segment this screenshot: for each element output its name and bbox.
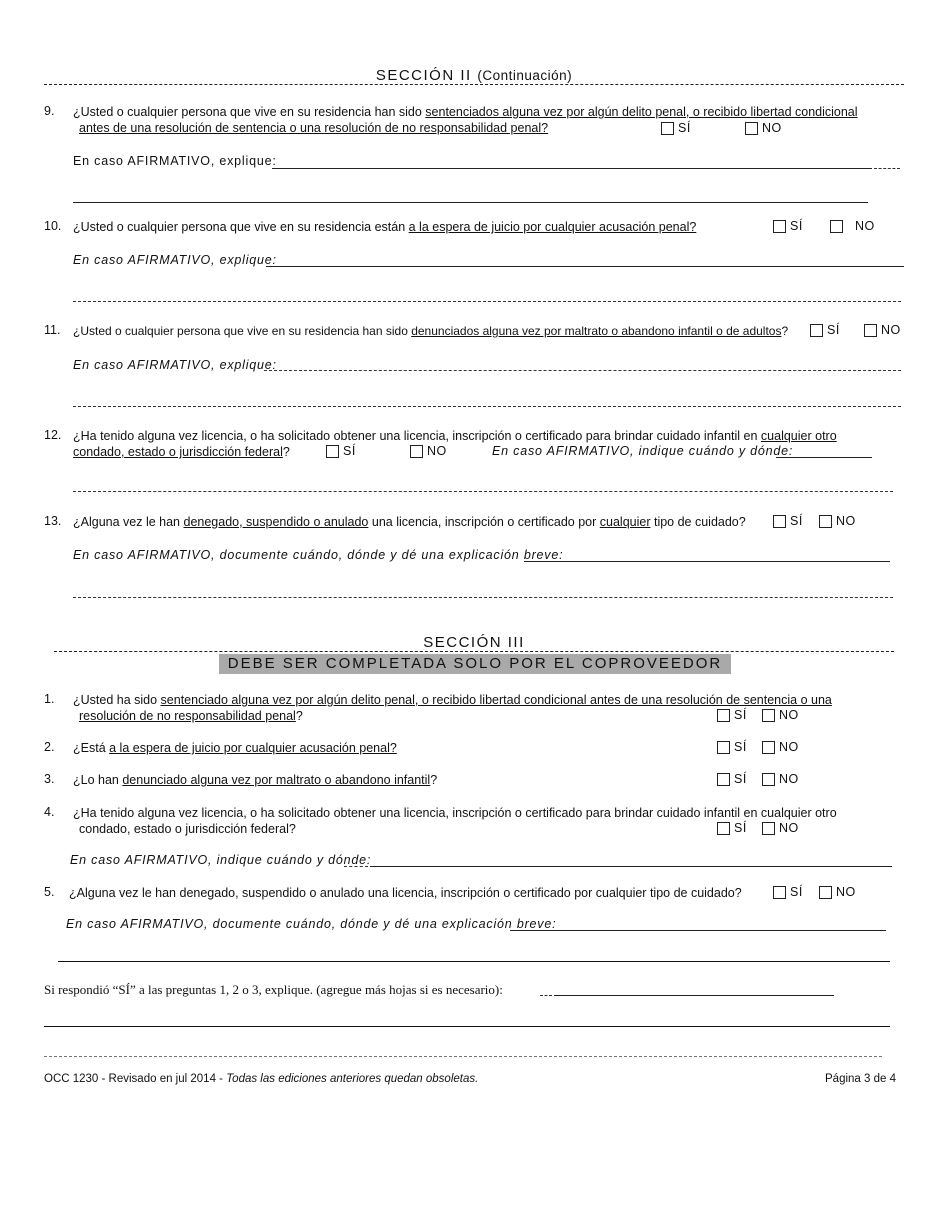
s3q5-no-option[interactable]: NO [819, 885, 856, 899]
question-number: 11. [44, 323, 61, 337]
s3q5-explain-line-2[interactable] [58, 961, 890, 962]
s3-question-3-text: ¿Lo han denunciado alguna vez por maltrato o abandono infantil? [73, 773, 438, 787]
q12-explain-line-1[interactable] [776, 457, 872, 458]
q13-explain-line-1[interactable] [524, 561, 890, 562]
yes-checkbox[interactable] [717, 773, 730, 786]
s3-question-2-text: ¿Está a la espera de juicio por cualquier acusación penal? [73, 741, 397, 755]
q11-yes-option[interactable]: SÍ [810, 323, 840, 337]
s3q4-explain-line-lead [344, 866, 368, 867]
no-checkbox[interactable] [762, 741, 775, 754]
page-number: Página 3 de 4 [825, 1073, 896, 1085]
s3q3-no-option[interactable]: NO [762, 772, 799, 786]
q12-no-option[interactable]: NO [410, 444, 447, 458]
question-number: 12. [44, 428, 62, 442]
s3q1-yes-option[interactable]: SÍ [717, 708, 747, 722]
q10-yes-option[interactable]: SÍ [773, 219, 803, 233]
no-checkbox[interactable] [819, 515, 832, 528]
q9-explain-line-tail [874, 168, 900, 169]
question-number: 3. [44, 772, 55, 786]
q9-explain-line-2[interactable] [73, 202, 868, 203]
q9-explain-line-1[interactable] [272, 168, 872, 169]
s3q4-no-option[interactable]: NO [762, 821, 799, 835]
q13-explain-line-2[interactable] [73, 597, 893, 598]
section-divider [44, 84, 904, 85]
q13-yes-option[interactable]: SÍ [773, 514, 803, 528]
yes-checkbox[interactable] [810, 324, 823, 337]
yes-checkbox[interactable] [717, 822, 730, 835]
q13-no-option[interactable]: NO [819, 514, 856, 528]
section-2-title: SECCIÓN II [375, 67, 472, 84]
q12-yes-option[interactable]: SÍ [326, 444, 356, 458]
section-divider [54, 651, 894, 652]
question-9-text: ¿Usted o cualquier persona que vive en su residencia han sido sentenciados alguna vez por algún delito penal, o recibido libertad condicional antes de una resolución de sentencia o una resolución de no responsabilidad penal? [73, 105, 858, 135]
s3q4-explain-label: En caso AFIRMATIVO, indique cuándo y dónde: [70, 853, 372, 867]
s3q4-yes-option[interactable]: SÍ [717, 821, 747, 835]
section-3-title: SECCIÓN III [417, 634, 531, 651]
section-2-subtitle: (Continuación) [477, 68, 573, 83]
final-explain-line-1[interactable] [554, 995, 834, 996]
question-13-text: ¿Alguna vez le han denegado, suspendido o anulado una licencia, inscripción o certificado por cualquier tipo de cuidado? [73, 515, 746, 529]
no-checkbox[interactable] [745, 122, 758, 135]
question-number: 9. [44, 104, 55, 118]
q10-explain-line-2[interactable] [73, 301, 901, 302]
question-number: 1. [44, 692, 55, 706]
s3q2-yes-option[interactable]: SÍ [717, 740, 747, 754]
yes-checkbox[interactable] [773, 886, 786, 899]
form-number: OCC 1230 - Revisado en jul 2014 - [44, 1073, 223, 1085]
final-explain-label: Si respondió “SÍ” a las preguntas 1, 2 o 3, explique. (agregue más hojas si es necesario): [44, 982, 503, 997]
final-explain-line-2[interactable] [44, 1026, 890, 1027]
s3q5-explain-line-1[interactable] [510, 930, 886, 931]
s3q3-yes-option[interactable]: SÍ [717, 772, 747, 786]
q10-explain-line-1[interactable] [266, 266, 904, 267]
section-2-header [44, 67, 904, 84]
no-checkbox[interactable] [830, 220, 843, 233]
yes-checkbox[interactable] [717, 709, 730, 722]
footer-form-info [44, 1073, 478, 1085]
question-10-text: ¿Usted o cualquier persona que vive en su residencia están a la espera de juicio por cualquier acusación penal? [73, 220, 697, 234]
question-number: 2. [44, 740, 55, 754]
question-11-text: ¿Usted o cualquier persona que vive en su residencia han sido denunciados alguna vez por maltrato o abandono infantil o de adultos? [73, 324, 789, 338]
section-3-header [44, 634, 904, 651]
no-checkbox[interactable] [762, 709, 775, 722]
q11-no-option[interactable]: NO [864, 323, 901, 337]
q11-explain-line-2[interactable] [73, 406, 901, 407]
q9-explain-label: En caso AFIRMATIVO, explique: [73, 154, 277, 168]
final-explain-line-lead [540, 995, 552, 996]
no-checkbox[interactable] [762, 822, 775, 835]
q12-explain-line-2[interactable] [73, 491, 893, 492]
no-checkbox[interactable] [819, 886, 832, 899]
s3q5-yes-option[interactable]: SÍ [773, 885, 803, 899]
coprovider-banner: DEBE SER COMPLETADA SOLO POR EL COPROVEEDOR [219, 654, 731, 674]
s3-question-5-text: ¿Alguna vez le han denegado, suspendido o anulado una licencia, inscripción o certificado por cualquier tipo de cuidado? [69, 886, 742, 900]
no-checkbox[interactable] [762, 773, 775, 786]
s3q4-explain-line-1[interactable] [370, 866, 892, 867]
q12-explain-label: En caso AFIRMATIVO, indique cuándo y dónde: [492, 444, 794, 458]
s3-question-4-text: ¿Ha tenido alguna vez licencia, o ha solicitado obtener una licencia, inscripción o certificado para brindar cuidado infantil en cualquier otro condado, estado o jurisdicción federal? [73, 806, 837, 836]
yes-checkbox[interactable] [773, 220, 786, 233]
s3q1-no-option[interactable]: NO [762, 708, 799, 722]
q11-explain-line-1[interactable] [264, 370, 901, 371]
question-number: 4. [44, 805, 55, 819]
yes-checkbox[interactable] [717, 741, 730, 754]
s3-question-1-text: ¿Usted ha sido sentenciado alguna vez por algún delito penal, o recibido libertad condicional antes de una resolución de sentencia o una resolución de no responsabilidad penal? [73, 693, 832, 723]
q13-explain-label: En caso AFIRMATIVO, documente cuándo, dónde y dé una explicación breve: [73, 548, 564, 562]
yes-checkbox[interactable] [326, 445, 339, 458]
q9-yes-option[interactable]: SÍ [661, 121, 691, 135]
yes-checkbox[interactable] [773, 515, 786, 528]
obsolete-note: Todas las ediciones anteriores quedan obsoletas. [226, 1073, 479, 1085]
q9-no-option[interactable]: NO [745, 121, 782, 135]
s3q2-no-option[interactable]: NO [762, 740, 799, 754]
q11-explain-label: En caso AFIRMATIVO, explique: [73, 358, 277, 372]
final-explain-line-3[interactable] [44, 1056, 882, 1057]
question-number: 5. [44, 885, 55, 899]
yes-checkbox[interactable] [661, 122, 674, 135]
no-checkbox[interactable] [410, 445, 423, 458]
question-12-text: ¿Ha tenido alguna vez licencia, o ha solicitado obtener una licencia, inscripción o certificado para brindar cuidado infantil en cualquier otro condado, estado o jurisdicción federal? [73, 429, 837, 459]
question-number: 10. [44, 219, 62, 233]
q10-no-option[interactable]: NO [830, 219, 875, 233]
s3q5-explain-label: En caso AFIRMATIVO, documente cuándo, dónde y dé una explicación breve: [66, 917, 557, 931]
no-checkbox[interactable] [864, 324, 877, 337]
q10-explain-label: En caso AFIRMATIVO, explique: [73, 253, 277, 267]
question-number: 13. [44, 514, 62, 528]
